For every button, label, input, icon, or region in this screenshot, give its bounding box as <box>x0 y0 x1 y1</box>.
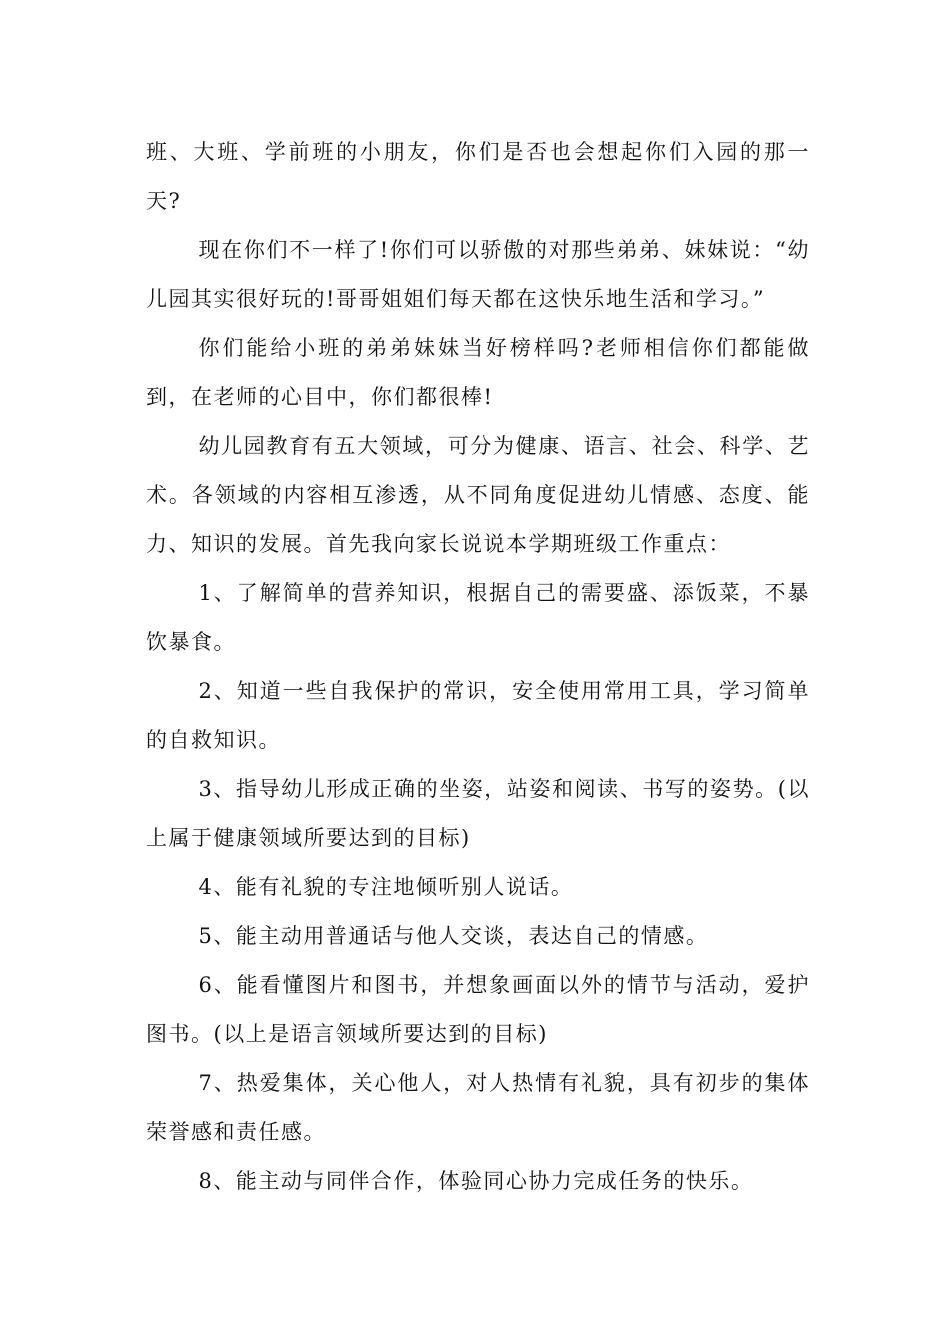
list-item-4: 4、能有礼貌的专注地倾听别人说话。 <box>198 875 574 899</box>
paragraph-3: 你们能给小班的弟弟妹妹当好榜样吗?老师相信你们都能做到，在老师的心目中，你们都很棒! <box>146 336 810 409</box>
list-item-6: 6、能看懂图片和图书，并想象画面以外的情节与活动，爱护图书。(以上是语言领域所要达到的目标) <box>146 973 810 1046</box>
list-item-3: 3、指导幼儿形成正确的坐姿，站姿和阅读、书写的姿势。(以上属于健康领域所要达到的目标) <box>146 777 810 850</box>
list-item-7: 7、热爱集体，关心他人，对人热情有礼貌，具有初步的集体荣誉感和责任感。 <box>146 1071 810 1144</box>
list-item-8: 8、能主动与同伴合作，体验同心协力完成任务的快乐。 <box>198 1169 754 1193</box>
paragraph-2: 现在你们不一样了!你们可以骄傲的对那些弟弟、妹妹说：“幼儿园其实很好玩的!哥哥姐姐们每天都在这快乐地生活和学习。” <box>146 238 810 311</box>
list-item-2: 2、知道一些自我保护的常识，安全使用常用工具，学习简单的自救知识。 <box>146 679 810 752</box>
list-item-1: 1、了解简单的营养知识，根据自己的需要盛、添饭菜，不暴饮暴食。 <box>146 581 810 654</box>
paragraph-4: 幼儿园教育有五大领域，可分为健康、语言、社会、科学、艺术。各领域的内容相互渗透，从不同角度促进幼儿情感、态度、能力、知识的发展。首先我向家长说说本学期班级工作重点： <box>146 434 810 556</box>
paragraph-1: 班、大班、学前班的小朋友，你们是否也会想起你们入园的那一天? <box>146 140 810 213</box>
document-body <box>146 128 810 1206</box>
list-item-5: 5、能主动用普通话与他人交谈，表达自己的情感。 <box>198 924 709 948</box>
